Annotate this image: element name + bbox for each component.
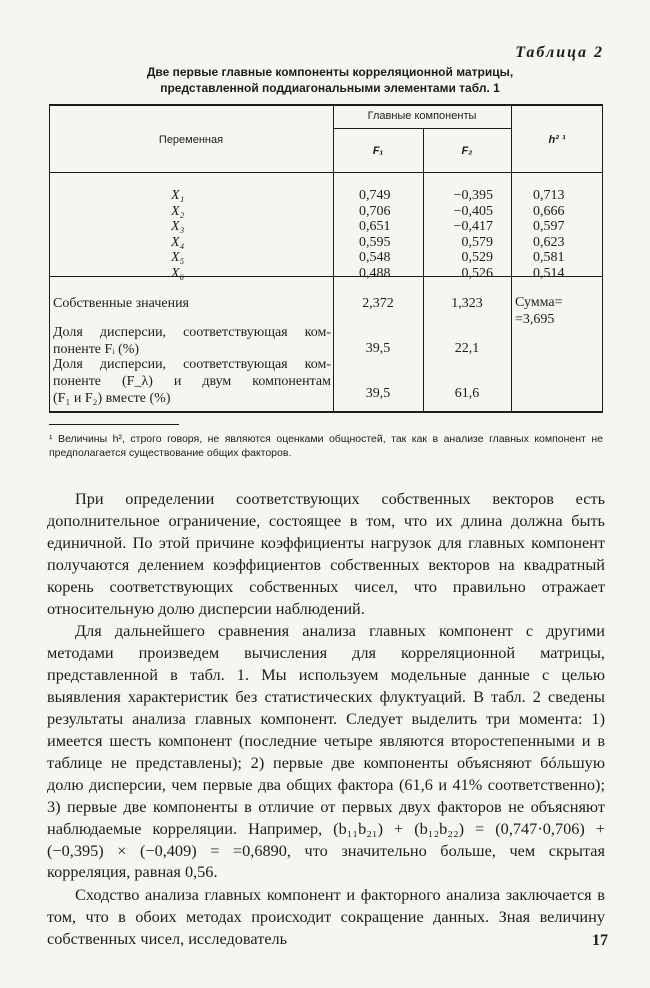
footnote-rule	[49, 424, 179, 425]
table-left-rule	[49, 104, 50, 413]
h2-value: 0,597	[533, 219, 565, 234]
h2-value: 0,623	[533, 234, 565, 250]
f2-value: 0,526	[461, 265, 493, 281]
h2-value: 0,666	[533, 203, 565, 219]
f1-value: 0,706	[359, 203, 391, 219]
cum-label-line-2: поненте (F_λ) и двум компонентам	[53, 374, 331, 389]
h2-column	[533, 188, 583, 281]
header-f1: F₁	[372, 145, 384, 157]
sum-line-2: =3,695	[515, 312, 555, 327]
f2-value: −0,405	[453, 203, 493, 219]
f1-value: 0,548	[359, 250, 391, 265]
header-f2: F₂	[461, 145, 473, 157]
share-label-line-2: поненте Fᵢ (%)	[53, 342, 140, 357]
cum-label-line-1: Доля дисперсии, соответствующая ком-	[53, 357, 331, 372]
f2-column	[433, 188, 493, 281]
table-label: Таблица 2	[515, 44, 604, 61]
f1-value: 0,749	[359, 188, 391, 203]
table-footnote: ¹ Величины h², строго говоря, не являются оценками общностей, так как в анализе главных компонент не предполагается существование общих факторов.	[49, 433, 603, 459]
variable-column	[171, 188, 211, 281]
f1-value: 0,595	[359, 234, 391, 250]
f1-column	[359, 188, 409, 281]
caption-line-2: представленной поддиагональными элементами табл. 1	[160, 81, 500, 95]
f1-value: 0,651	[359, 219, 391, 234]
table-top-rule	[49, 104, 603, 106]
cumulative-label	[53, 356, 331, 407]
variable-label: X₄	[171, 234, 185, 250]
caption-line-1: Две первые главные компоненты корреляционной матрицы,	[146, 65, 514, 79]
f2-value: 0,529	[461, 250, 493, 265]
variable-label: X₁	[171, 188, 185, 203]
page-number: 17	[592, 932, 608, 949]
cum-label-line-3: (F₁ и F₂) вместе (%)	[53, 391, 171, 406]
data-table	[49, 104, 603, 413]
share-f1: 39,5	[365, 341, 391, 356]
f2-value: −0,417	[453, 219, 493, 234]
f2-value: 0,579	[461, 234, 493, 250]
share-label	[53, 324, 331, 358]
paragraph-1: При определении соответствующих собственных векторов есть дополнительное ограничение, состоящее в том, что их длина должна быть единичной. По этой причине коэффициенты нагрузок для главных компонент получаются делением коэффициентов собственных векторов на квадратный корень соответствующих собственных чисел, что правильно отражает относительную долю дисперсии наблюдений.	[47, 489, 605, 618]
f1-value: 0,488	[359, 265, 391, 281]
share-label-line-1: Доля дисперсии, соответствующая ком-	[53, 325, 331, 340]
table-bottom-rule	[49, 411, 603, 413]
h2-value: 0,713	[533, 188, 565, 203]
share-f2: 22,1	[454, 341, 480, 356]
header-variable: Переменная	[158, 134, 224, 146]
eigen-label: Собственные значения	[53, 296, 189, 311]
variable-label: X₂	[171, 203, 185, 219]
eigen-sum	[515, 294, 563, 328]
variable-label: X₃	[171, 219, 185, 234]
paragraph-3: Сходство анализа главных компонент и факторного анализа заключается в том, что в обоих методах происходит сокращение данных. Зная величину собственных чисел, исследователь	[47, 885, 605, 949]
variable-label: X₅	[171, 250, 185, 265]
header-h2: h² ¹	[548, 134, 566, 146]
table-caption	[60, 64, 600, 96]
body-rule	[49, 276, 603, 277]
h2-value: 0,581	[533, 250, 565, 265]
body-text	[47, 488, 605, 950]
header-rule	[49, 172, 603, 173]
f2-value: −0,395	[453, 188, 493, 203]
col-rule-3	[511, 104, 512, 413]
variable-label: X₆	[171, 265, 185, 281]
header-components: Главные компоненты	[367, 110, 477, 122]
h2-value: 0,514	[533, 265, 565, 281]
eigen-f2: 1,323	[451, 296, 483, 311]
col-rule-2	[423, 128, 424, 413]
paragraph-2: Для дальнейшего сравнения анализа главных компонент с другими методами произведем вычисления для корреляционной матрицы, представленной в табл. 1. Мы используем модельные данные с целью выявления характеристик без статистических флуктуаций. В табл. 2 сведены результаты анализа главных компонент. Следует выделить три момента: 1) имеется шесть компонент (последние четыре являются второстепенными и в таблице не представлены); 2) первые две компоненты объясняют бóльшую долю дисперсии, чем первые два общих фактора (61,6 и 41% соответственно); 3) первые две компоненты в отличие от первых двух факторов не объясняют наблюдаемые корреляции. Например, (b₁₁b₂₁) + (b₁₂b₂₂) = (0,747·0,706) + (−0,395) × (−0,409) = =0,6890, что значительно больше, чем скрытая корреляция, равная 0,56.	[47, 621, 605, 882]
components-rule	[333, 128, 511, 129]
cumulative-f1: 39,5	[365, 386, 391, 401]
table-right-rule	[602, 104, 603, 413]
cumulative-f2: 61,6	[454, 386, 480, 401]
eigen-f1: 2,372	[362, 296, 394, 311]
sum-line-1: Сумма=	[515, 295, 563, 310]
